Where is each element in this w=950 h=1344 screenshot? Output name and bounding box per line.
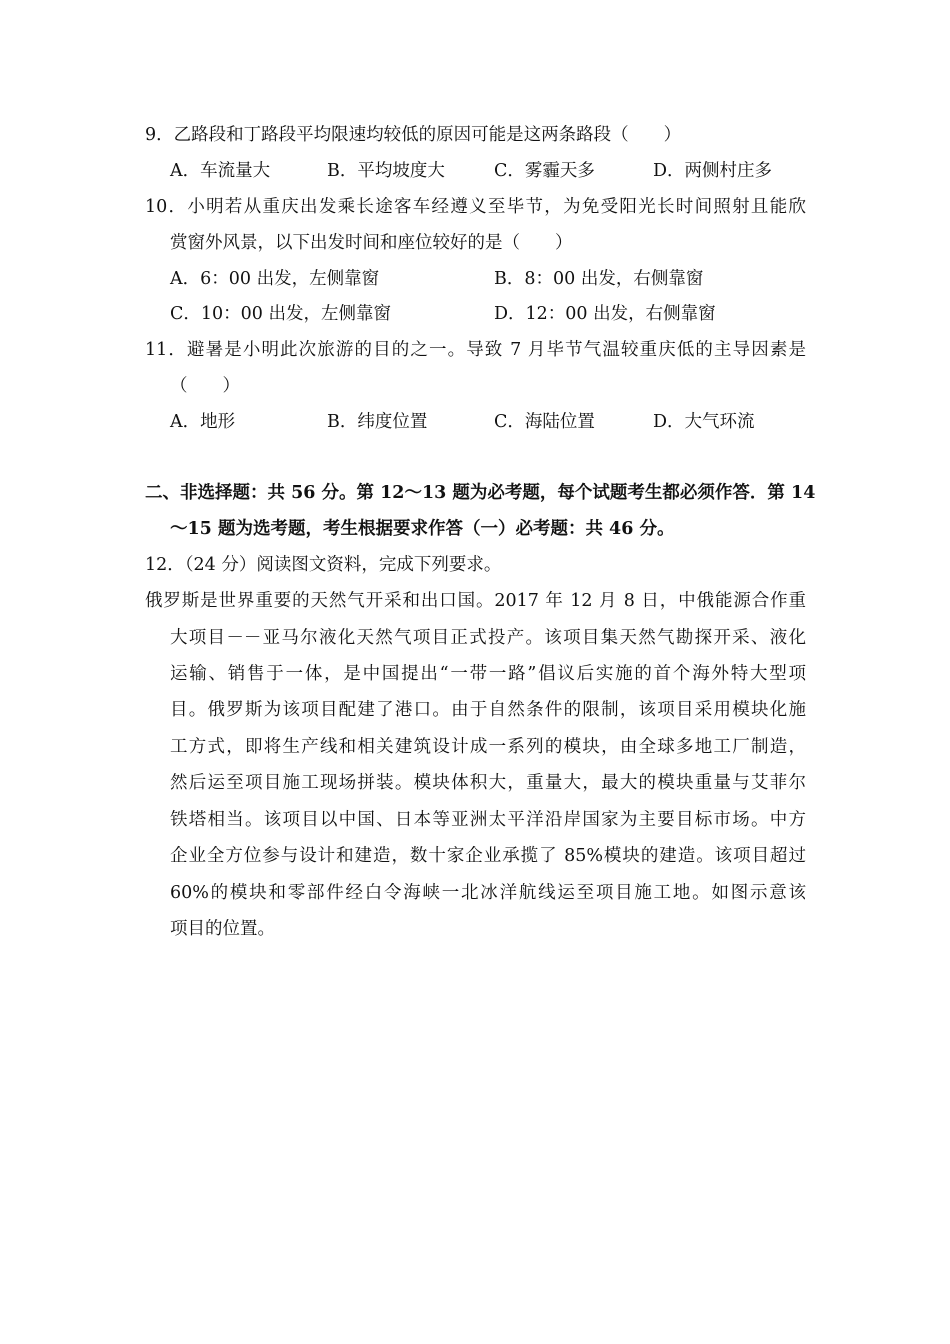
section2-heading-line2: ～15 题为选考题，考生根据要求作答（一）必考题：共 46 分。	[170, 519, 675, 539]
q10-option-a: A．6：00 出发，左侧靠窗	[170, 269, 380, 289]
q10-option-b: B．8：00 出发，右侧靠窗	[494, 269, 704, 289]
passage-line: 铁塔相当。该项目以中国、日本等亚洲太平洋沿岸国家为主要目标市场。中方	[170, 810, 806, 830]
section2-heading-line1: 二、非选择题：共 56 分。第 12～13 题为必考题，每个试题考生都必须作答．第 14	[145, 483, 816, 503]
q10-stem-line1: 10．小明若从重庆出发乘长途客车经遵义至毕节，为免受阳光长时间照射且能欣	[145, 197, 806, 217]
passage-line: 运输、销售于一体，是中国提出“一带一路”倡议后实施的首个海外特大型项	[170, 664, 806, 684]
q9-option-a: A．车流量大	[170, 161, 271, 181]
passage-line: 目。俄罗斯为该项目配建了港口。由于自然条件的限制，该项目采用模块化施	[170, 700, 806, 720]
passage-line: 大项目－－亚马尔液化天然气项目正式投产。该项目集天然气勘探开采、液化	[170, 628, 806, 648]
passage-line: 企业全方位参与设计和建造，数十家企业承揽了 85%模块的建造。该项目超过	[170, 846, 806, 866]
passage-line: 然后运至项目施工现场拼装。模块体积大，重量大，最大的模块重量与艾菲尔	[170, 773, 806, 793]
passage-line: 项目的位置。	[170, 919, 275, 939]
q11-option-d: D．大气环流	[653, 412, 755, 432]
q9-option-b: B．平均坡度大	[327, 161, 445, 181]
passage-line: 60%的模块和零部件经白令海峡一北冰洋航线运至项目施工地。如图示意该	[170, 883, 806, 903]
q10-stem-line2: 赏窗外风景，以下出发时间和座位较好的是（ ）	[170, 233, 573, 253]
passage-line: 俄罗斯是世界重要的天然气开采和出口国。2017 年 12 月 8 日，中俄能源合作重	[145, 591, 806, 611]
q9-option-d: D．两侧村庄多	[653, 161, 773, 181]
q9-option-c: C．雾霾天多	[494, 161, 595, 181]
q11-option-a: A．地形	[170, 412, 236, 432]
q11-option-c: C．海陆位置	[494, 412, 595, 432]
q9-stem: 9．乙路段和丁路段平均限速均较低的原因可能是这两条路段（ ）	[145, 125, 682, 145]
q10-option-d: D．12：00 出发，右侧靠窗	[494, 304, 716, 324]
q10-option-c: C．10：00 出发，左侧靠窗	[170, 304, 391, 324]
q11-option-b: B．纬度位置	[327, 412, 428, 432]
passage-line: 工方式，即将生产线和相关建筑设计成一系列的模块，由全球多地工厂制造，	[170, 737, 806, 757]
q12-stem: 12．（24 分）阅读图文资料，完成下列要求。	[145, 555, 502, 575]
q11-stem-line1: 11．避暑是小明此次旅游的目的之一。导致 7 月毕节气温较重庆低的主导因素是	[145, 340, 806, 360]
q11-stem-line2: （ ）	[170, 376, 240, 396]
